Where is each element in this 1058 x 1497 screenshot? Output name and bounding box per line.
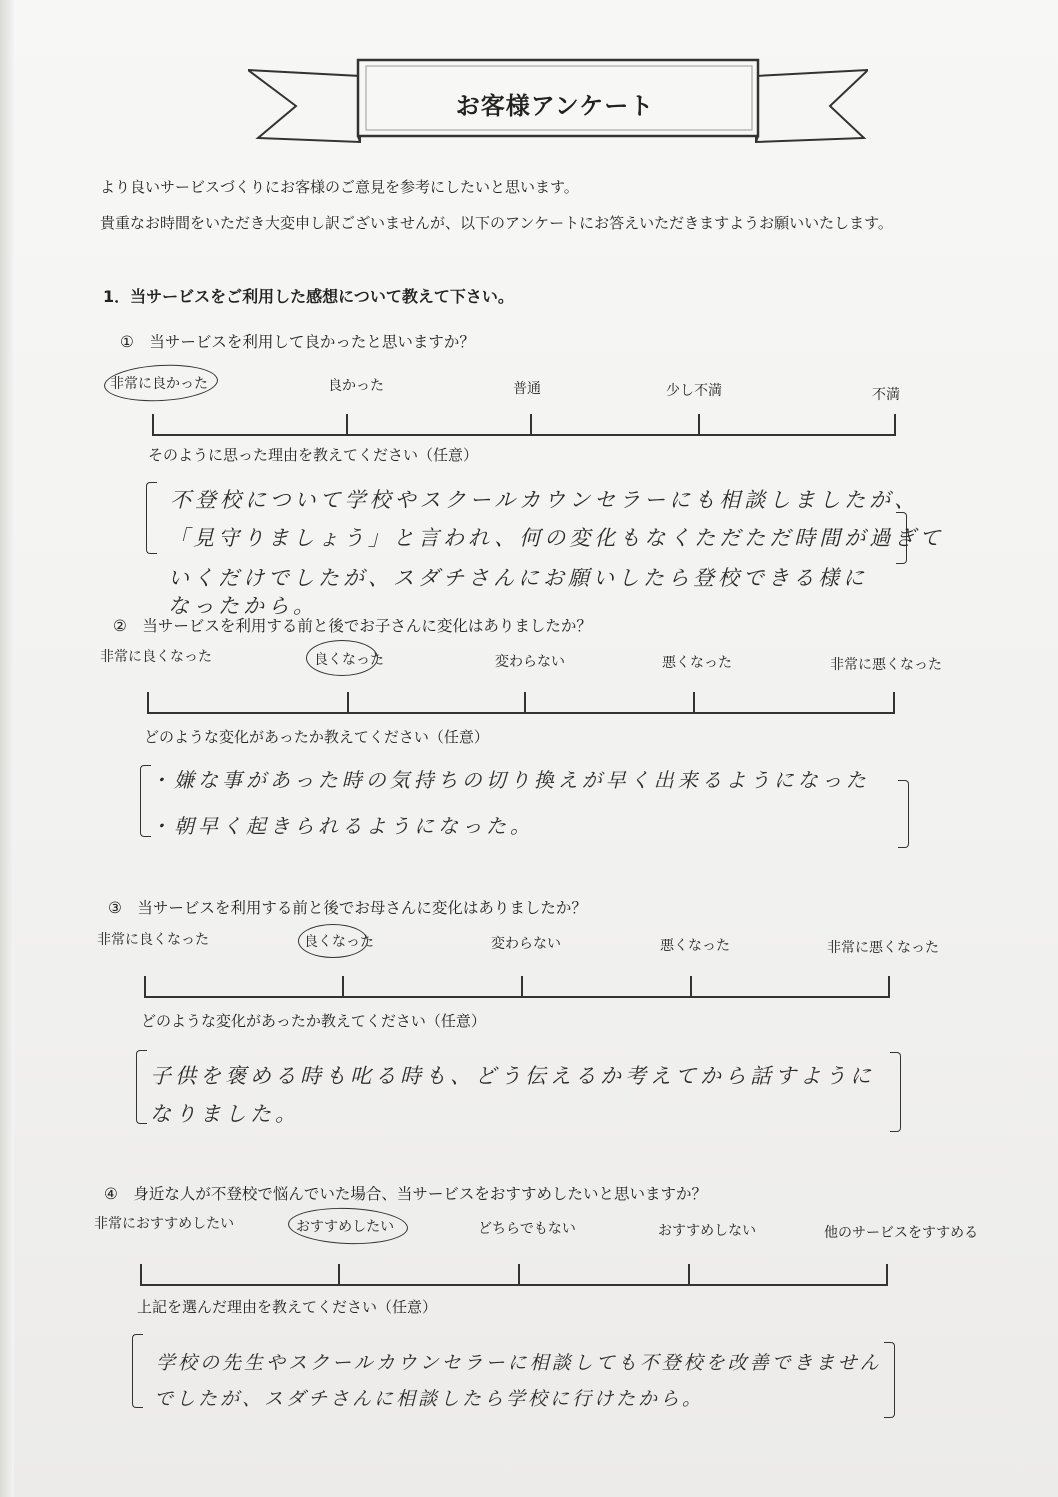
q3-option-2[interactable]: 良くなった: [304, 934, 374, 950]
q3-answer-bracket-left: [136, 1050, 147, 1124]
q3-selection-circle: [298, 924, 368, 958]
q4-answer-bracket-right: [884, 1342, 895, 1418]
q1-question: ① 当サービスを利用して良かったと思いますか？: [120, 333, 475, 351]
q2-option-5[interactable]: 非常に悪くなった: [830, 657, 942, 673]
q4-reason-label: 上記を選んだ理由を教えてください（任意）: [137, 1298, 438, 1316]
q3-option-3[interactable]: 変わらない: [491, 936, 561, 952]
q1-option-2[interactable]: 良かった: [328, 378, 384, 394]
q4-option-4[interactable]: おすすめしない: [658, 1223, 757, 1239]
q3-answer-bracket-right: [890, 1052, 901, 1132]
q3-scale: [144, 974, 890, 998]
intro-line-1: より良いサービスづくりにお客様のご意見を参考にしたいと思います。: [100, 178, 579, 196]
q2-answer-line-1: ・嫌な事があった時の気持ちの切り換えが早く出来るようになった: [150, 768, 870, 792]
q2-answer-line-2: ・朝早く起きられるようになった。: [150, 814, 534, 838]
q2-option-2[interactable]: 良くなった: [314, 652, 384, 668]
section-1-heading: 1．当サービスをご利用した感想について教えて下さい。: [103, 287, 514, 306]
q1-option-3[interactable]: 普通: [513, 381, 541, 397]
q4-answer-bracket-left: [132, 1334, 143, 1408]
q3-answer-line-1: 子供を褒める時も叱る時も、どう伝えるか考えてから話すように: [150, 1064, 875, 1088]
survey-title: お客様アンケート: [455, 92, 655, 120]
q3-answer-line-2: なりました。: [150, 1102, 300, 1126]
q1-option-5[interactable]: 不満: [872, 387, 900, 403]
q4-option-1[interactable]: 非常におすすめしたい: [94, 1216, 235, 1232]
q1-answer-bracket-left: [146, 482, 157, 554]
q4-answer-line-2: でしたが、スダチさんに相談したら学校に行けたから。: [154, 1388, 705, 1410]
q2-reason-label: どのような変化があったか教えてください（任意）: [144, 728, 489, 746]
q3-reason-label: どのような変化があったか教えてください（任意）: [141, 1012, 486, 1030]
q1-answer-line-3: いくだけでしたが、スダチさんにお願いしたら登校できる様に: [168, 566, 868, 590]
q1-option-1[interactable]: 非常に良かった: [110, 376, 208, 392]
q1-scale: [152, 412, 896, 436]
q3-question: ③ 当サービスを利用する前と後でお母さんに変化はありましたか？: [108, 899, 587, 917]
q2-scale: [147, 690, 895, 714]
q2-answer-bracket-right: [898, 780, 909, 848]
q1-reason-label: そのように思った理由を教えてください（任意）: [148, 446, 479, 464]
q2-option-1[interactable]: 非常に良くなった: [100, 649, 212, 665]
page-edge-shadow: [0, 0, 14, 1497]
q4-question: ④ 身近な人が不登校で悩んでいた場合、当サービスをおすすめしたいと思いますか？: [104, 1185, 708, 1203]
q4-option-3[interactable]: どちらでもない: [478, 1221, 576, 1237]
q2-option-3[interactable]: 変わらない: [495, 654, 565, 670]
q2-selection-circle: [306, 640, 378, 676]
q3-option-5[interactable]: 非常に悪くなった: [827, 940, 939, 956]
q4-answer-line-1: 学校の先生やスクールカウンセラーに相談しても不登校を改善できません: [156, 1352, 882, 1374]
intro-line-2: 貴重なお時間をいただき大変申し訳ございませんが、以下のアンケートにお答えいただきますようお願いいたします。: [100, 214, 893, 232]
q3-option-1[interactable]: 非常に良くなった: [97, 932, 209, 948]
q4-option-2[interactable]: おすすめしたい: [296, 1219, 395, 1235]
q2-question: ② 当サービスを利用する前と後でお子さんに変化はありましたか？: [113, 617, 592, 635]
q1-answer-line-4: なったから。: [168, 594, 318, 618]
q1-option-4[interactable]: 少し不満: [666, 383, 722, 399]
q3-option-4[interactable]: 悪くなった: [660, 938, 730, 954]
q1-answer-line-1: 不登校について学校やスクールカウンセラーにも相談しましたが、: [170, 488, 920, 512]
q4-scale: [140, 1262, 888, 1286]
q1-answer-line-2: 「見守りましょう」と言われ、何の変化もなくただただ時間が過ぎて: [168, 526, 945, 550]
q4-option-5[interactable]: 他のサービスをすすめる: [824, 1225, 979, 1241]
q2-option-4[interactable]: 悪くなった: [662, 655, 732, 671]
